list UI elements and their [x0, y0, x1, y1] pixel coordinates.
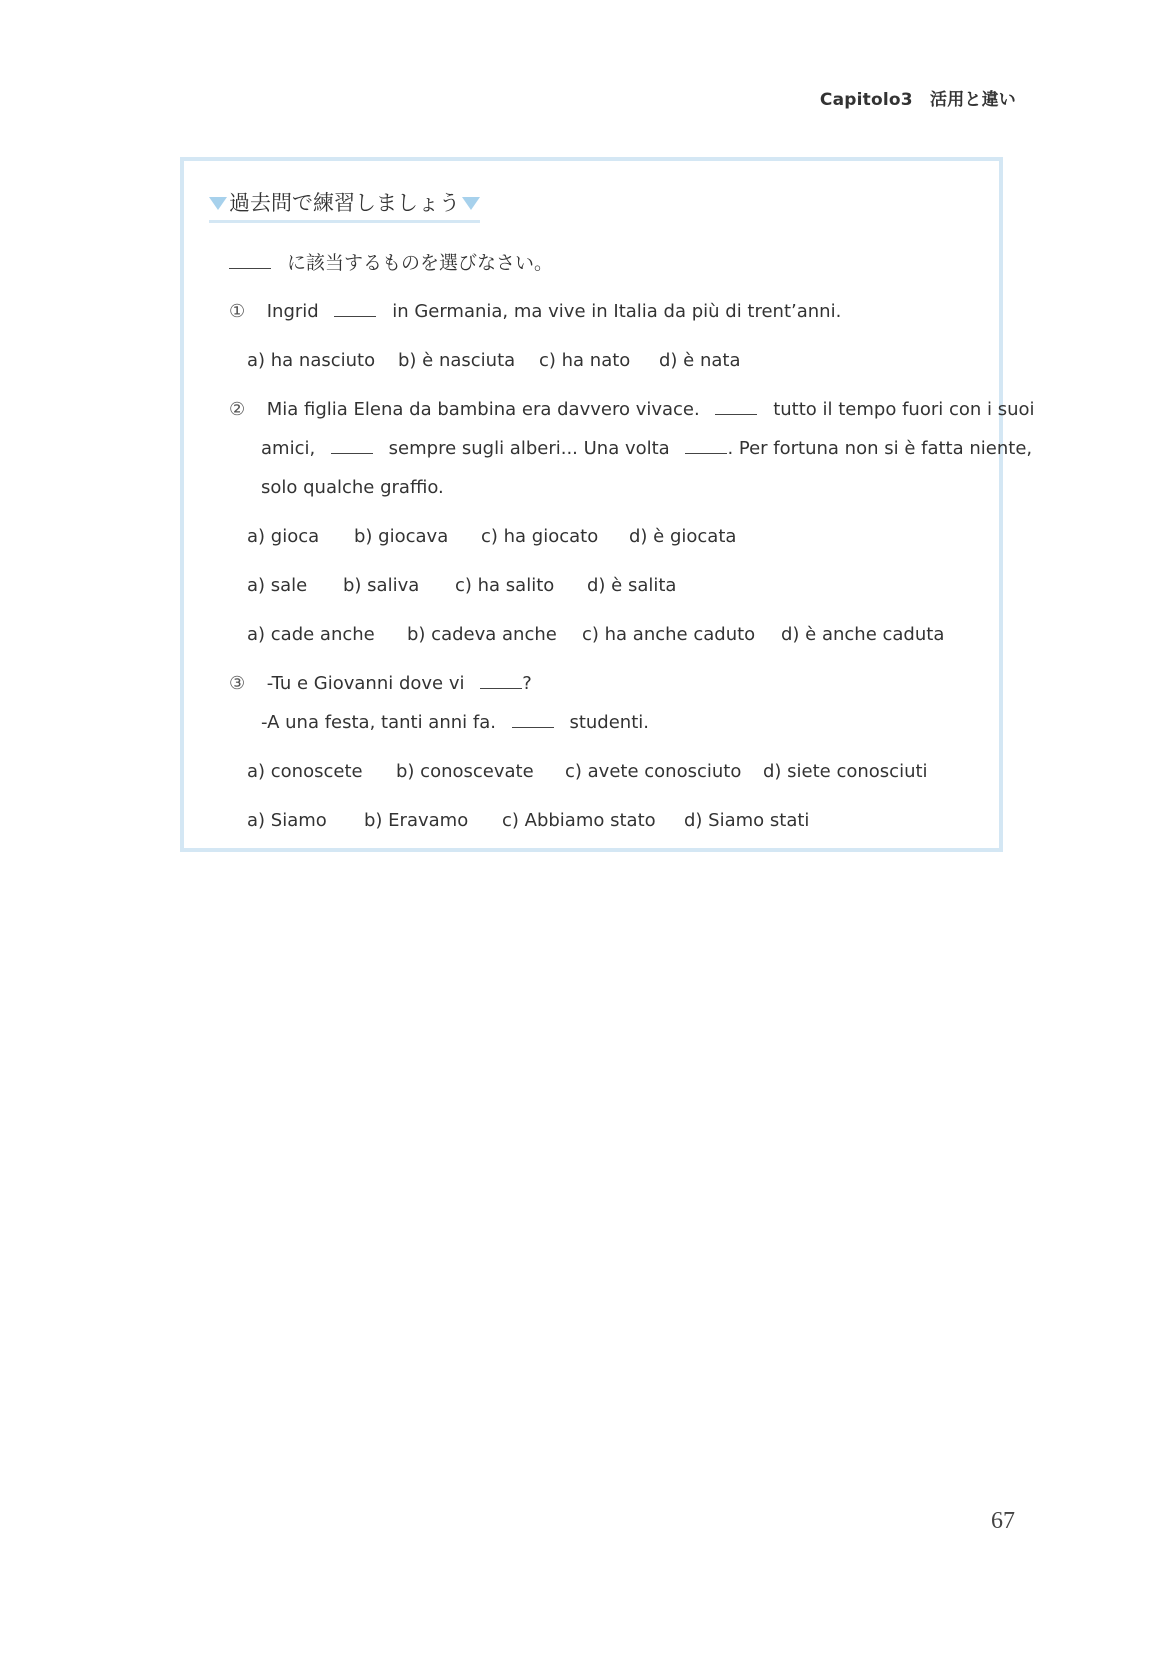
question-text: Mia figlia Elena da bambina era davvero vivace.: [266, 399, 700, 420]
triangle-down-icon: [209, 197, 227, 210]
q2b-option-a: a) sale: [247, 575, 308, 596]
question-text: sempre sugli alberi... Una volta: [388, 438, 670, 459]
running-header: Capitolo3 活用と違い: [819, 90, 1016, 110]
question-text: studenti.: [569, 712, 649, 733]
answer-blank: [512, 713, 554, 728]
q3b-option-b: b) Eravamo: [364, 810, 469, 831]
question-text: -Tu e Giovanni dove vi: [266, 673, 465, 694]
q2a-option-b: b) giocava: [354, 526, 449, 547]
question-1: [229, 300, 841, 324]
answer-blank: [334, 302, 376, 317]
question-text: ?: [522, 673, 532, 694]
q2c-option-d: d) è anche caduta: [781, 624, 945, 645]
question-text: amici,: [261, 438, 316, 459]
answer-blank: [229, 254, 271, 269]
q2a-option-c: c) ha giocato: [481, 526, 599, 547]
q1-option-a: a) ha nasciuto: [247, 350, 376, 371]
q3b-option-a: a) Siamo: [247, 810, 327, 831]
q2c-option-b: b) cadeva anche: [407, 624, 557, 645]
q1-option-c: c) ha nato: [539, 350, 631, 371]
question-3-line-1: [229, 672, 532, 696]
instruction-line: [229, 251, 553, 275]
q3a-option-b: b) conoscevate: [396, 761, 534, 782]
question-2-line-1: [229, 398, 1035, 422]
q3b-option-c: c) Abbiamo stato: [502, 810, 656, 831]
exercise-title: [209, 189, 480, 223]
answer-blank: [715, 400, 757, 415]
question-2-line-3: solo qualche graffio.: [261, 477, 444, 498]
exercise-title-text: 過去問で練習しましょう: [229, 191, 460, 215]
q2b-option-d: d) è salita: [587, 575, 677, 596]
question-3-line-2: [261, 711, 649, 735]
answer-blank: [480, 674, 522, 689]
question-text: . Per fortuna non si è fatta niente,: [727, 438, 1033, 459]
q1-option-d: d) è nata: [659, 350, 741, 371]
q1-option-b: b) è nasciuta: [398, 350, 516, 371]
q2c-option-c: c) ha anche caduto: [582, 624, 756, 645]
question-text: in Germania, ma vive in Italia da più di trent’anni.: [392, 301, 842, 322]
q2a-option-a: a) gioca: [247, 526, 320, 547]
q2c-option-a: a) cade anche: [247, 624, 375, 645]
answer-blank: [331, 439, 373, 454]
question-number: ③: [229, 673, 246, 694]
question-number: ①: [229, 301, 246, 322]
q3a-option-a: a) conoscete: [247, 761, 363, 782]
instruction-text: に該当するものを選びなさい。: [287, 252, 554, 274]
q3b-option-d: d) Siamo stati: [684, 810, 810, 831]
q3a-option-d: d) siete conosciuti: [763, 761, 928, 782]
triangle-down-icon: [462, 197, 480, 210]
question-text: -A una festa, tanti anni fa.: [261, 712, 496, 733]
answer-blank: [685, 439, 727, 454]
page-number: 67: [991, 1508, 1015, 1534]
q2b-option-b: b) saliva: [343, 575, 420, 596]
q2b-option-c: c) ha salito: [455, 575, 555, 596]
question-text: Ingrid: [266, 301, 319, 322]
q2a-option-d: d) è giocata: [629, 526, 737, 547]
q3a-option-c: c) avete conosciuto: [565, 761, 742, 782]
question-number: ②: [229, 399, 246, 420]
question-text: tutto il tempo fuori con i suoi: [773, 399, 1035, 420]
exercise-box: [180, 157, 1035, 852]
question-2-line-2: [261, 437, 1032, 461]
